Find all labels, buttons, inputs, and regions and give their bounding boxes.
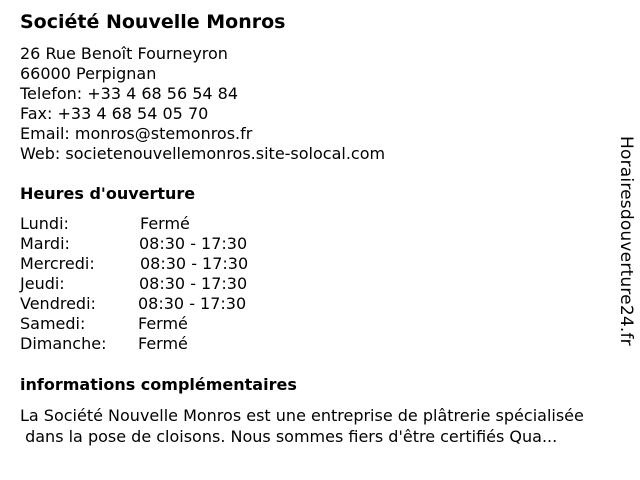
day-label: Mardi:	[20, 234, 70, 253]
website: Web: societenouvellemonros.site-solocal.com	[20, 144, 386, 163]
contact-block	[20, 44, 385, 164]
day-hours: 08:30 - 17:30	[139, 274, 248, 293]
info-description	[20, 405, 635, 447]
watermark: Horairesdouverture24.fr	[616, 136, 636, 346]
day-label: Vendredi:	[20, 294, 96, 313]
description-line: dans la pose de cloisons. Nous sommes fiers d'être certifiés Qua...	[20, 427, 558, 446]
day-label: Lundi:	[20, 214, 69, 233]
description-line: La Société Nouvelle Monros est une entreprise de plâtrerie spécialisée	[20, 406, 584, 425]
day-hours: 08:30 - 17:30	[139, 234, 248, 253]
city-postal: 66000 Perpignan	[20, 64, 157, 83]
fax-number: Fax: +33 4 68 54 05 70	[20, 104, 209, 123]
phone-number: Telefon: +33 4 68 56 54 84	[20, 84, 239, 103]
company-name: Société Nouvelle Monros	[20, 11, 286, 33]
day-label: Dimanche:	[20, 334, 107, 353]
info-heading: informations complémentaires	[20, 375, 297, 394]
day-hours: 08:30 - 17:30	[140, 254, 249, 273]
hours-heading: Heures d'ouverture	[20, 184, 196, 203]
day-label: Jeudi:	[20, 274, 65, 293]
day-label: Samedi:	[20, 314, 86, 333]
day-hours: Fermé	[140, 214, 190, 233]
day-hours: Fermé	[138, 334, 188, 353]
day-hours: 08:30 - 17:30	[138, 294, 247, 313]
day-label: Mercredi:	[20, 254, 95, 273]
street-address: 26 Rue Benoît Fourneyron	[20, 44, 228, 63]
email-address: Email: monros@stemonros.fr	[20, 124, 253, 143]
day-hours: Fermé	[138, 314, 188, 333]
